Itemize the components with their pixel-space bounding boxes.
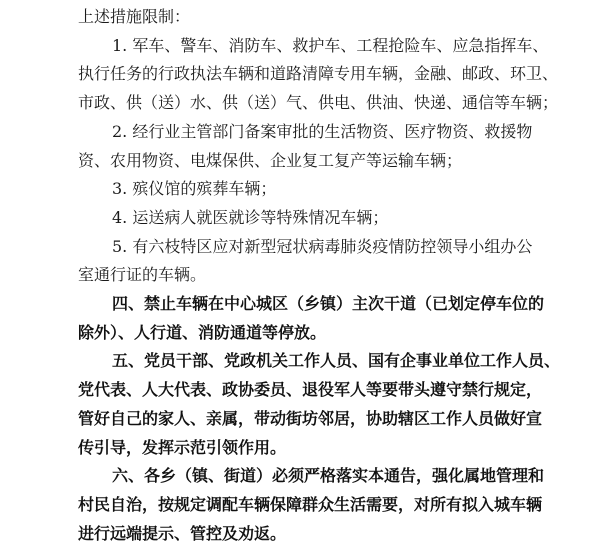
item-2-line-2: 资、农用物资、电煤保供、企业复工复产等运输车辆； (78, 150, 463, 170)
section-5-line-2: 党代表、人大代表、政协委员、退役军人等要带头遵守禁行规定， (78, 380, 543, 400)
item-4-line: 4. 运送病人就医就诊等特殊情况车辆； (112, 207, 389, 227)
item-1-line-1: 1. 军车、警车、消防车、救护车、工程抢险车、应急指挥车、 (112, 35, 549, 55)
item-3-line: 3. 殡仪馆的殡葬车辆； (112, 179, 277, 199)
intro-line: 上述措施限制： (78, 7, 191, 26)
section-5-line-1: 五、党员干部、党政机关工作人员、国有企事业单位工作人员、 (112, 351, 561, 371)
item-5-line-2: 室通行证的车辆。 (78, 265, 207, 285)
section-5-line-3: 管好自己的家人、亲属，带动街坊邻居，协助辖区工作人员做好宣 (78, 408, 543, 428)
section-4-line-2: 除外）、人行道、消防通道等停放。 (78, 322, 327, 342)
item-5-line-1: 5. 有六枝特区应对新型冠状病毒肺炎疫情防控领导小组办公 (112, 236, 533, 256)
section-6-line-2: 村民自治，按规定调配车辆保障群众生活需要，对所有拟入城车辆 (78, 494, 543, 514)
section-5-line-4: 传引导，发挥示范引领作用。 (78, 437, 287, 457)
item-1-line-3: 市政、供（送）水、供（送）气、供电、供油、快递、通信等车辆； (78, 93, 559, 113)
item-2-line-1: 2. 经行业主管部门备案审批的生活物资、医疗物资、救援物 (112, 121, 533, 141)
section-6-line-1: 六、各乡（镇、街道）必须严格落实本通告，强化属地管理和 (112, 466, 545, 486)
item-1-line-2: 执行任务的行政执法车辆和道路清障专用车辆，金融、邮政、环卫、 (78, 64, 559, 84)
section-6-line-3: 进行远端提示、管控及劝返。 (78, 523, 287, 543)
section-4-line-1: 四、禁止车辆在中心城区（乡镇）主次干道（已划定停车位的 (112, 294, 545, 313)
